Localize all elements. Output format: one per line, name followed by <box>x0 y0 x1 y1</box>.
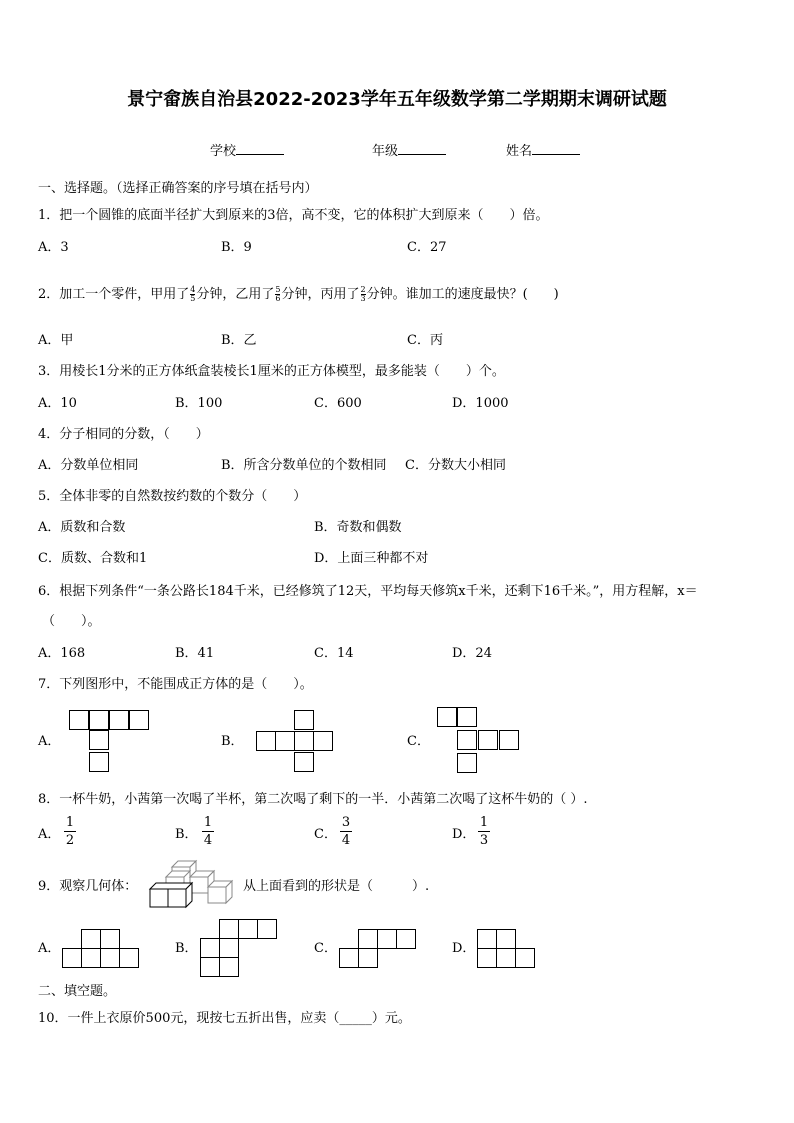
question-7-option-c[interactable]: C． <box>407 734 430 749</box>
question-2-stem <box>38 286 559 304</box>
name-label: 姓名 <box>506 144 533 159</box>
question-3-stem: 3．用棱长1分米的正方体纸盒装棱长1厘米的正方体模型，最多能装（ ）个。 <box>38 364 505 379</box>
question-1-stem: 1．把一个圆锥的底面半径扩大到原来的3倍，高不变，它的体积扩大到原来（ ）倍。 <box>38 208 549 223</box>
grade-label: 年级 <box>372 144 399 159</box>
question-6-stem: 6．根据下列条件“一条公路长184千米，已经修筑了12天，平均每天修筑x千米，还剩下16千米。”，用方程解，x＝ <box>38 584 698 599</box>
net-square <box>69 710 89 730</box>
fraction-bar <box>340 831 352 832</box>
grade-blank[interactable] <box>398 141 446 155</box>
view-square <box>100 929 120 949</box>
question-4-option-a[interactable]: A．分数单位相同 <box>38 458 139 473</box>
denominator: 3 <box>360 294 366 303</box>
question-5-option-d[interactable]: D．上面三种都不对 <box>314 551 429 566</box>
view-square <box>257 919 277 939</box>
fraction-5-6 <box>275 286 280 303</box>
view-square <box>238 919 258 939</box>
view-square <box>396 929 416 949</box>
view-square <box>81 929 101 949</box>
fraction-bar <box>478 831 490 832</box>
page-title: 景宁畲族自治县2022-2023学年五年级数学第二学期期末调研试题 <box>127 89 667 110</box>
numerator: 1 <box>203 815 213 830</box>
school-field[interactable] <box>210 141 284 160</box>
section-1-heading: 一、选择题。（选择正确答案的序号填在括号内） <box>38 181 318 196</box>
question-10-stem: 10．一件上衣原价500元，现按七五折出售，应卖（_____）元。 <box>38 1011 411 1026</box>
view-square <box>339 948 359 968</box>
view-square <box>377 929 397 949</box>
net-square <box>457 707 477 727</box>
question-9-stem-part2: 从上面看到的形状是（ ）. <box>243 879 430 894</box>
denominator: 3 <box>479 833 489 848</box>
net-square <box>294 731 314 751</box>
question-1-option-a[interactable]: A．3 <box>38 240 69 255</box>
question-6-option-a[interactable]: A．168 <box>38 646 86 661</box>
denominator: 2 <box>65 833 75 848</box>
question-5-option-b[interactable]: B．奇数和偶数 <box>314 520 402 535</box>
question-2-option-a[interactable]: A．甲 <box>38 333 74 348</box>
view-square <box>477 948 497 968</box>
fraction-bar <box>202 831 214 832</box>
fraction-option-a <box>64 815 76 848</box>
denominator: 6 <box>275 294 281 303</box>
net-square <box>89 710 109 730</box>
view-square <box>358 929 378 949</box>
fraction-4-5 <box>190 286 195 303</box>
view-square <box>100 948 120 968</box>
school-blank[interactable] <box>236 141 284 155</box>
question-8-stem: 8．一杯牛奶，小茜第一次喝了半杯，第二次喝了剩下的一半．小茜第二次喝了这杯牛奶的（ ）. <box>38 792 588 807</box>
question-2-text-1: 2．加工一个零件，甲用了 <box>38 287 190 302</box>
net-square <box>89 730 109 750</box>
question-9-stem-part1: 9．观察几何体： <box>38 879 138 894</box>
view-square <box>515 948 535 968</box>
fraction-2-3 <box>361 286 366 303</box>
question-7-option-a[interactable]: A． <box>38 734 61 749</box>
denominator: 5 <box>190 294 196 303</box>
question-5-option-a[interactable]: A．质数和合数 <box>38 520 126 535</box>
fraction-option-c <box>340 815 352 848</box>
view-square <box>496 929 516 949</box>
view-square <box>477 929 497 949</box>
question-8-option-b[interactable]: B． <box>175 827 198 842</box>
net-square <box>294 752 314 772</box>
name-blank[interactable] <box>532 141 580 155</box>
question-3-option-a[interactable]: A．10 <box>38 396 77 411</box>
net-square <box>275 731 295 751</box>
geometric-solid-figure <box>148 859 234 911</box>
view-square <box>81 948 101 968</box>
numerator: 5 <box>275 285 281 294</box>
question-1-option-b[interactable]: B．9 <box>221 240 252 255</box>
school-label: 学校 <box>210 144 237 159</box>
net-square <box>256 731 276 751</box>
question-2-text-4: 分钟。谁加工的速度最快？( ) <box>366 287 559 302</box>
fraction-option-d <box>478 815 490 848</box>
question-5-stem: 5．全体非零的自然数按约数的个数分（ ） <box>38 489 307 504</box>
question-9-option-a[interactable]: A． <box>38 941 61 956</box>
fraction-bar <box>64 831 76 832</box>
name-field[interactable] <box>506 141 580 160</box>
view-square <box>200 957 220 977</box>
net-square <box>89 752 109 772</box>
question-7-option-b[interactable]: B． <box>221 734 244 749</box>
net-square <box>499 730 519 750</box>
question-5-option-c[interactable]: C．质数、合数和1 <box>38 551 148 566</box>
numerator: 4 <box>190 285 196 294</box>
net-square <box>129 710 149 730</box>
question-6-option-d[interactable]: D．24 <box>452 646 492 661</box>
question-3-option-d[interactable]: D．1000 <box>452 396 509 411</box>
question-8-option-c[interactable]: C． <box>314 827 337 842</box>
question-9-option-c[interactable]: C． <box>314 941 337 956</box>
question-2-option-b[interactable]: B．乙 <box>221 333 257 348</box>
numerator: 3 <box>341 815 351 830</box>
view-square <box>219 919 239 939</box>
question-4-option-b[interactable]: B．所含分数单位的个数相同 <box>221 458 387 473</box>
question-3-option-b[interactable]: B．100 <box>175 396 223 411</box>
question-3-option-c[interactable]: C．600 <box>314 396 362 411</box>
view-square <box>200 938 220 958</box>
question-2-text-3: 分钟，丙用了 <box>281 287 360 302</box>
net-square <box>457 730 477 750</box>
question-6-stem-continued: （ ）。 <box>42 614 101 629</box>
question-9-option-d[interactable]: D． <box>452 941 476 956</box>
denominator: 4 <box>203 833 213 848</box>
net-square <box>294 710 314 730</box>
numerator: 1 <box>479 815 489 830</box>
net-square <box>313 731 333 751</box>
view-square <box>219 957 239 977</box>
question-2-option-c[interactable]: C．丙 <box>407 333 443 348</box>
question-1-option-c[interactable]: C．27 <box>407 240 447 255</box>
net-square <box>478 730 498 750</box>
denominator: 4 <box>341 833 351 848</box>
question-8-option-d[interactable]: D． <box>452 827 476 842</box>
view-square <box>219 938 239 958</box>
question-2-text-2: 分钟，乙用了 <box>196 287 275 302</box>
section-2-heading: 二、填空题。 <box>38 984 117 999</box>
question-4-option-c[interactable]: C．分数大小相同 <box>405 458 506 473</box>
numerator: 1 <box>65 815 75 830</box>
question-8-option-a[interactable]: A． <box>38 827 61 842</box>
view-square <box>358 948 378 968</box>
question-4-stem: 4．分子相同的分数，（ ） <box>38 427 209 442</box>
net-square <box>457 753 477 773</box>
question-6-option-c[interactable]: C．14 <box>314 646 354 661</box>
question-7-stem: 7．下列图形中，不能围成正方体的是（ ）。 <box>38 677 313 692</box>
grade-field[interactable] <box>372 141 446 160</box>
net-square <box>437 707 457 727</box>
net-square <box>109 710 129 730</box>
question-9-option-b[interactable]: B． <box>175 941 198 956</box>
question-6-option-b[interactable]: B．41 <box>175 646 215 661</box>
fraction-option-b <box>202 815 214 848</box>
view-square <box>496 948 516 968</box>
numerator: 2 <box>360 285 366 294</box>
view-square <box>62 948 82 968</box>
view-square <box>119 948 139 968</box>
